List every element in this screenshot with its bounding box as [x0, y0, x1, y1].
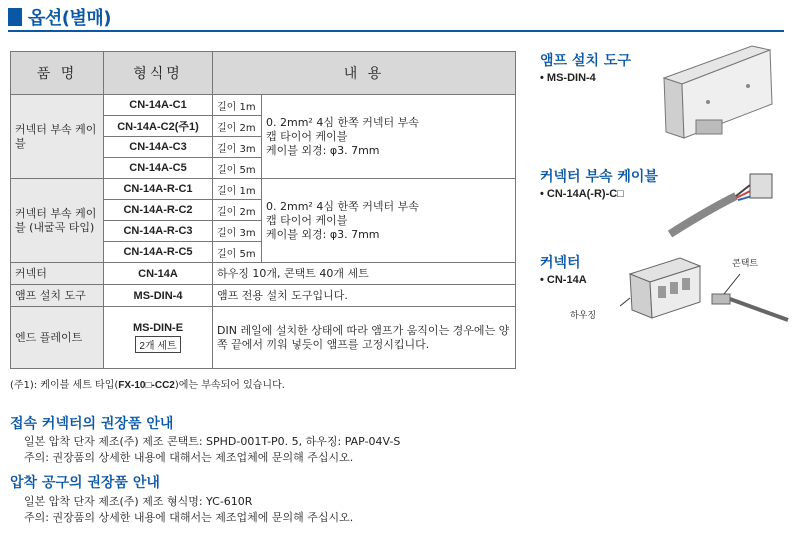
category-cell: 커넥터 [11, 263, 104, 285]
length-cell: 길이 3m [213, 221, 262, 242]
model-cell: CN-14A [104, 263, 213, 285]
header-product: 품 명 [11, 52, 104, 95]
description-cell: 하우징 10개, 콘택트 40개 세트 [213, 263, 516, 285]
housing-label: 하우징 [570, 311, 597, 321]
table-row [11, 285, 516, 307]
model-cell [104, 307, 213, 369]
desc-line: 0. 2mm² 4심 한쪽 커넥터 부속 [266, 115, 419, 129]
section-line: 주의: 권장품의 상세한 내용에 대해서는 제조업체에 문의해 주십시오. [24, 451, 354, 464]
din-mount-image [652, 38, 782, 143]
category-cell: 커넥터 부속 케이블 (내굴곡 타입) [11, 179, 104, 263]
footnote-model: FX-10□-CC2 [118, 380, 175, 391]
header-content: 내 용 [213, 52, 516, 95]
description-cell [262, 95, 516, 179]
model-cell: CN-14A-R-C1 [104, 179, 213, 200]
options-table [10, 51, 516, 369]
title-underline [8, 30, 784, 32]
desc-line: 케이블 외경: φ3. 7mm [266, 143, 380, 157]
mount-model: • MS-DIN-4 [540, 72, 596, 84]
model-name: MS-DIN-E [132, 322, 184, 334]
length-cell: 길이 5m [213, 242, 262, 263]
contact-label: 콘택트 [732, 259, 759, 269]
connector-model: • CN-14A [540, 274, 587, 286]
footnote [10, 376, 285, 391]
table-row [11, 95, 516, 116]
length-cell: 길이 1m [213, 95, 262, 116]
desc-line: 케이블 외경: φ3. 7mm [266, 227, 380, 241]
category-cell: 엔드 플레이트 [11, 307, 104, 369]
footnote-suffix: )에는 부속되어 있습니다. [174, 380, 285, 391]
mount-title: 앰프 설치 도구 [540, 53, 631, 69]
cable-title: 커넥터 부속 케이블 [540, 169, 658, 185]
footnote-prefix: (주1): 케이블 세트 타입( [10, 380, 119, 391]
section-title: 접속 커넥터의 권장품 안내 [10, 416, 174, 432]
model-cell: CN-14A-C1 [104, 95, 213, 116]
category-cell: 커넥터 부속 케이블 [11, 95, 104, 179]
model-cell: CN-14A-R-C3 [104, 221, 213, 242]
model-cell: CN-14A-R-C2 [104, 200, 213, 221]
section-line: 일본 압착 단자 제조(주) 제조 형식명: YC-610R [24, 495, 253, 508]
length-cell: 길이 2m [213, 200, 262, 221]
section-line: 일본 압착 단자 제조(주) 제조 콘택트: SPHD-001T-P0. 5, 하우징: PAP-04V-S [24, 435, 401, 448]
length-cell: 길이 2m [213, 116, 262, 137]
desc-line: 0. 2mm² 4심 한쪽 커넥터 부속 [266, 199, 419, 213]
header-model: 형식명 [104, 52, 213, 95]
length-cell: 길이 1m [213, 179, 262, 200]
page-header [8, 4, 111, 30]
desc-line: 캡 타이어 케이블 [266, 213, 348, 227]
length-cell: 길이 3m [213, 137, 262, 158]
cable-image [652, 168, 782, 238]
model-cell: CN-14A-C3 [104, 137, 213, 158]
cable-model: • CN-14A(-R)-C□ [540, 188, 624, 200]
model-cell: CN-14A-C5 [104, 158, 213, 179]
section-line: 주의: 권장품의 상세한 내용에 대해서는 제조업체에 문의해 주십시오. [24, 511, 354, 524]
description-cell: DIN 레일에 설치한 상태에 따라 앰프가 움직이는 경우에는 양쪽 끝에서 끼워 넣듯이 앰프를 고정시킵니다. [213, 307, 516, 369]
table-row [11, 179, 516, 200]
section-title: 압착 공구의 권장품 안내 [10, 475, 160, 491]
connector-title: 커넥터 [540, 255, 581, 271]
description-cell: 앰프 전용 설치 도구입니다. [213, 285, 516, 307]
title-marker [8, 8, 22, 26]
page-title: 옵션(별매) [28, 8, 112, 29]
connector-image [600, 250, 790, 340]
description-cell [262, 179, 516, 263]
model-cell: MS-DIN-4 [104, 285, 213, 307]
category-cell: 앰프 설치 도구 [11, 285, 104, 307]
length-cell: 길이 5m [213, 158, 262, 179]
table-header-row [11, 52, 516, 95]
table-row [11, 263, 516, 285]
table-row [11, 307, 516, 369]
desc-line: 캡 타이어 케이블 [266, 129, 348, 143]
set-badge: 2개 세트 [135, 336, 180, 353]
model-cell: CN-14A-R-C5 [104, 242, 213, 263]
model-cell: CN-14A-C2(주1) [104, 116, 213, 137]
